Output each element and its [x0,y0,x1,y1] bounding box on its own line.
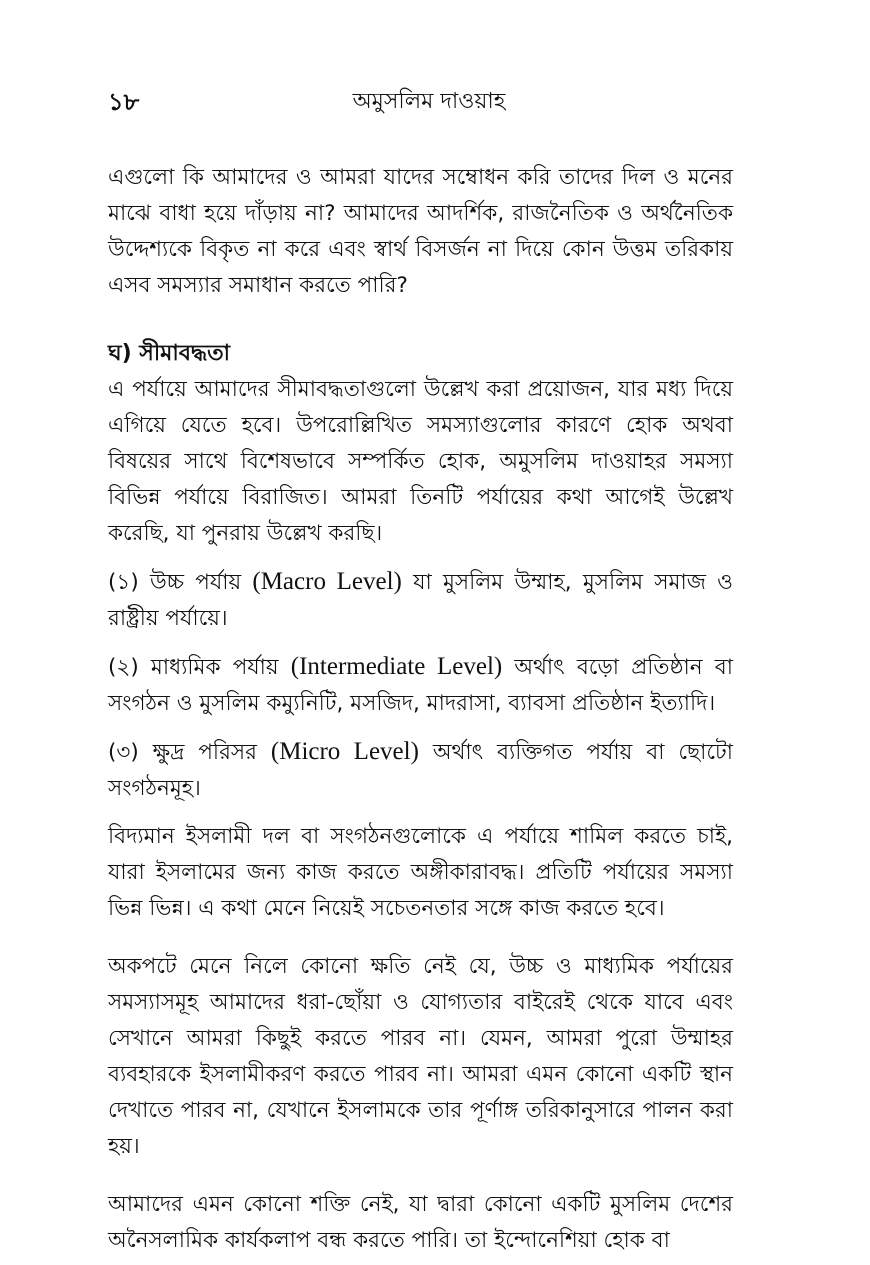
list-item-intermediate-suffix: অর্থাৎ বড়ো প্রতিষ্ঠান বা সংগঠন ও মুসলিম কম্যুনিটি, মসজিদ, মাদরাসা, ব্যাবসা প্রতিষ্ঠান ইত্যাদি। [108,655,733,716]
body-text [108,160,733,1259]
paragraph-5: আমাদের এমন কোনো শক্তি নেই, যা দ্বারা কোনো একটি মুসলিম দেশের অনৈসলামিক কার্যকলাপ বন্ধ করতে পারি। তা ইন্দোনেশিয়া হোক বা [108,1192,733,1253]
list-item-micro [108,734,733,807]
running-title: অমুসলিম দাওয়াহ [352,89,506,114]
list-item-intermediate [108,649,733,722]
list-item-micro-prefix: (৩) ক্ষুদ্র পরিসর [108,740,271,765]
paragraph-1: এগুলো কি আমাদের ও আমরা যাদের সম্বোধন করি তাদের দিল ও মনের মাঝে বাধা হয়ে দাঁড়ায় না? আমাদের আদর্শিক, রাজনৈতিক ও অর্থনৈতিক উদ্দেশ্যকে বিকৃত না করে এবং স্বার্থ বিসর্জন না দিয়ে কোন উত্তম তরিকায় এসব সমস্যার সমাধান করতে পারি? [108,165,733,298]
list-item-micro-english: (Micro Level) [270,738,419,765]
list-item-macro-suffix: যা মুসলিম উম্মাহ, মুসলিম সমাজ ও রাষ্ট্রীয় পর্যায়ে। [108,570,734,631]
page-number: ১৮ [108,88,140,116]
section-heading: ঘ) সীমাবদ্ধতা [108,341,230,366]
list-item-macro-english: (Macro Level) [252,568,402,595]
list-item-intermediate-prefix: (২) মাধ্যমিক পর্যায় [108,655,291,680]
page-header [108,84,750,118]
list-item-macro-prefix: (১) উচ্চ পর্যায় [108,570,253,595]
list-item-intermediate-english: (Intermediate Level) [290,653,503,680]
list-item-micro-suffix: অর্থাৎ ব্যক্তিগত পর্যায় বা ছোটো সংগঠনমূহ। [108,740,733,801]
paragraph-2: এ পর্যায়ে আমাদের সীমাবদ্ধতাগুলো উল্লেখ করা প্রয়োজন, যার মধ্য দিয়ে এগিয়ে যেতে হবে। উপরোল্লিখিত সমস্যাগুলোর কারণে হোক অথবা বিষয়ের সাথে বিশেষভাবে সম্পর্কিত হোক, অমুসলিম দাওয়াহর সমস্যা বিভিন্ন পর্যায়ে বিরাজিত। আমরা তিনটি পর্যায়ের কথা আগেই উল্লেখ করেছি, যা পুনরায় উল্লেখ করছি। [108,377,733,546]
paragraph-4: অকপটে মেনে নিলে কোনো ক্ষতি নেই যে, উচ্চ ও মাধ্যমিক পর্যায়ের সমস্যাসমূহ আমাদের ধরা-ছোঁয়া ও যোগ্যতার বাইরেই থেকে যাবে এবং সেখানে আমরা কিছুই করতে পারব না। যেমন, আমরা পুরো উম্মাহর ব্যবহারকে ইসলামীকরণ করতে পারব না। আমরা এমন কোনো একটি স্থান দেখাতে পারব না, যেখানে ইসলামকে তার পূর্ণাঙ্গ তরিকানুসারে পালন করা হয়। [108,954,733,1159]
list-item-macro [108,564,733,637]
paragraph-3: বিদ্যমান ইসলামী দল বা সংগঠনগুলোকে এ পর্যায়ে শামিল করতে চাই, যারা ইসলামের জন্য কাজ করতে অঙ্গীকারাবদ্ধ। প্রতিটি পর্যায়ের সমস্যা ভিন্ন ভিন্ন। এ কথা মেনে নিয়েই সচেতনতার সঙ্গে কাজ করতে হবে। [108,824,733,921]
